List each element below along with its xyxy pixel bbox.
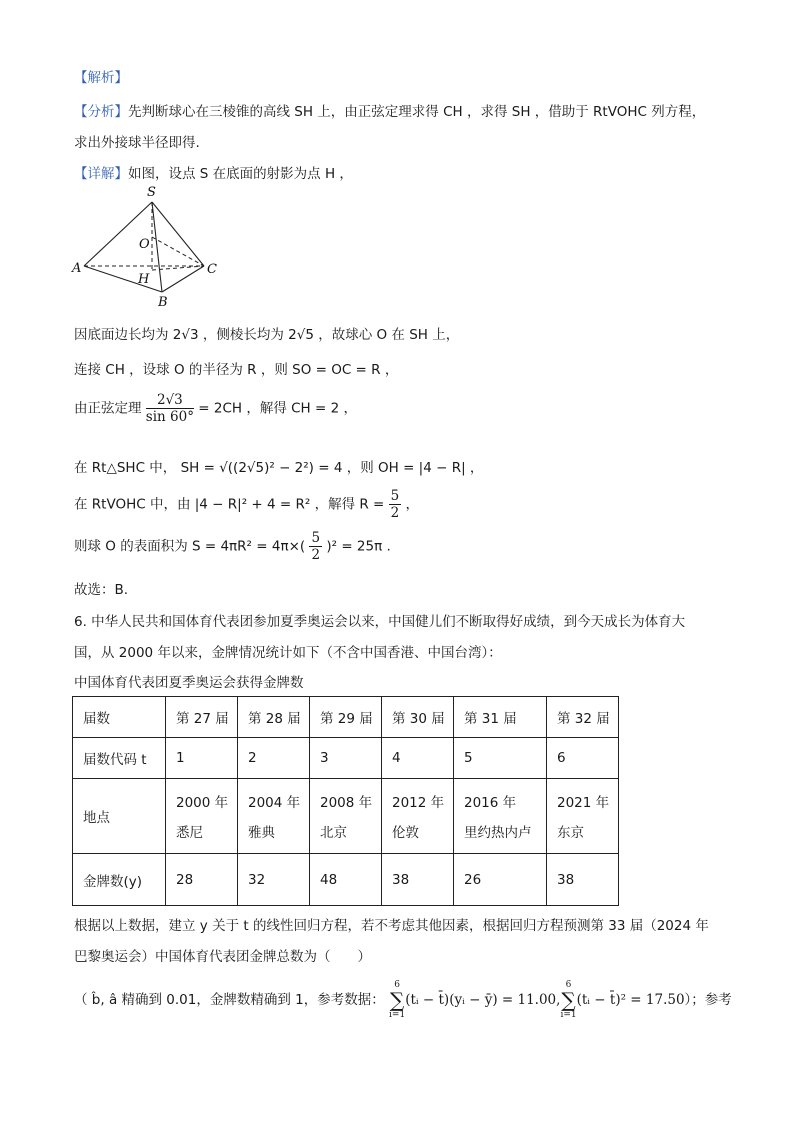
q6-line-2: 国，从 2000 年以来，金牌情况统计如下（不含中国香港、中国台湾）： <box>74 645 502 661</box>
label-O: O <box>139 237 150 252</box>
fraction-numerator: 2√3 <box>146 392 194 409</box>
cell-year: 2008 年 <box>320 795 373 811</box>
label-H: H <box>138 272 150 287</box>
row-header-location: 地点 <box>73 779 166 854</box>
cell-city: 悉尼 <box>176 825 203 841</box>
fraction-area <box>309 530 322 563</box>
table-cell: 38 <box>382 854 454 906</box>
step-3 <box>74 392 357 425</box>
table-cell: 第 27 届 <box>166 697 238 738</box>
cell-year: 2012 年 <box>392 795 445 811</box>
table-cell: 26 <box>454 854 547 906</box>
detail-text: 如图，设点 S 在底面的射影为点 H ， <box>128 166 353 182</box>
table-cell: 1 <box>166 738 238 779</box>
table-cell: 2 <box>238 738 310 779</box>
row-header-code: 届数代码 t <box>73 738 166 779</box>
cell-city: 伦敦 <box>392 825 419 841</box>
step-5 <box>74 488 419 521</box>
answer-line: 故选：B. <box>74 582 129 598</box>
table-cell: 6 <box>547 738 619 779</box>
sum-lower: i=1 <box>389 1010 406 1020</box>
reference-data-line <box>74 980 732 1020</box>
label-B: B <box>158 295 168 310</box>
cell-city: 北京 <box>320 825 347 841</box>
analysis-label: 【分析】 <box>74 104 128 120</box>
table-row <box>73 779 619 854</box>
sum-upper: 6 <box>565 980 572 990</box>
label-A: A <box>72 261 82 276</box>
label-C: C <box>207 262 217 277</box>
table-cell <box>166 779 238 854</box>
detail-label: 【详解】 <box>74 166 128 182</box>
table-cell: 38 <box>547 854 619 906</box>
reference-sum-2: (tᵢ − t̄)² = 17.50 <box>576 992 685 1008</box>
step-3-suffix: = 2CH ，解得 CH = 2 ， <box>198 400 357 417</box>
table-cell: 4 <box>382 738 454 779</box>
table-cell: 第 32 届 <box>547 697 619 738</box>
cell-year: 2000 年 <box>176 795 229 811</box>
table-cell <box>454 779 547 854</box>
table-cell: 第 28 届 <box>238 697 310 738</box>
detail-line <box>74 162 353 182</box>
fraction-denominator: 2 <box>390 505 400 521</box>
table-row <box>73 697 619 738</box>
fraction-denominator: sin 60° <box>145 409 194 425</box>
fraction-numerator: 5 <box>390 488 400 504</box>
step-4: 在 Rt△SHC 中， SH = √((2√5)² − 2²) = 4 ，则 OH = |4 − R| ， <box>74 460 484 476</box>
table-cell: 48 <box>310 854 382 906</box>
step-5-suffix: ， <box>405 496 420 513</box>
sum-upper: 6 <box>394 980 400 990</box>
analysis-line-1 <box>74 100 705 120</box>
step-6-suffix: )² = 25π . <box>326 538 391 555</box>
reference-suffix: ）；参考 <box>684 992 732 1008</box>
q6-after-line-1: 根据以上数据，建立 y 关于 t 的线性回归方程，若不考虑其他因素，根据回归方程预测第 33 届（2024 年 <box>74 918 709 934</box>
summation-symbol: 6 ∑ i=1 <box>560 980 577 1020</box>
row-header-session: 届数 <box>73 697 166 738</box>
segment-OC <box>152 237 204 266</box>
cell-year: 2021 年 <box>557 795 610 811</box>
table-cell: 3 <box>310 738 382 779</box>
step-2: 连接 CH ，设球 O 的半径为 R ，则 SO = OC = R ， <box>74 362 399 378</box>
reference-prefix: （ b̂, â 精确到 0.01，金牌数精确到 1，参考数据： <box>74 992 385 1008</box>
edge-BC <box>162 266 204 292</box>
table-title: 中国体育代表团夏季奥运会获得金牌数 <box>74 675 304 691</box>
table-cell: 第 31 届 <box>454 697 547 738</box>
fraction-numerator: 5 <box>311 530 321 546</box>
table-cell <box>310 779 382 854</box>
edge-AB <box>84 266 162 292</box>
analysis-text: 先判断球心在三棱锥的高线 SH 上，由正弦定理求得 CH ，求得 SH ，借助于 RtVOHC 列方程， <box>128 104 706 120</box>
table-cell: 第 30 届 <box>382 697 454 738</box>
medal-table <box>72 696 619 906</box>
step-6 <box>74 530 391 563</box>
table-row <box>73 738 619 779</box>
cell-city: 里约热内卢 <box>464 825 532 841</box>
edge-SA <box>84 202 152 266</box>
q6-after-line-2: 巴黎奥运会）中国体育代表团金牌总数为（ ） <box>74 949 371 965</box>
fraction-radius <box>389 488 402 521</box>
table-cell <box>547 779 619 854</box>
pyramid-figure <box>70 182 230 312</box>
table-cell: 28 <box>166 854 238 906</box>
row-header-medals: 金牌数(y) <box>73 854 166 906</box>
label-S: S <box>147 185 156 200</box>
step-1: 因底面边长均为 2√3 ，侧棱长均为 2√5 ，故球心 O 在 SH 上， <box>74 327 460 343</box>
table-cell: 32 <box>238 854 310 906</box>
step-6-prefix: 则球 O 的表面积为 S = 4πR² = 4π×( <box>74 538 306 555</box>
table-cell <box>382 779 454 854</box>
analysis-line-2: 求出外接球半径即得. <box>74 135 200 151</box>
fraction-sine-law <box>146 392 194 425</box>
summation-symbol: 6 ∑ i=1 <box>389 980 406 1020</box>
cell-year: 2004 年 <box>248 795 301 811</box>
table-cell: 5 <box>454 738 547 779</box>
table-cell <box>238 779 310 854</box>
fraction-denominator: 2 <box>311 547 321 563</box>
cell-year: 2016 年 <box>464 795 517 811</box>
edge-SB <box>152 202 162 292</box>
table-cell: 第 29 届 <box>310 697 382 738</box>
q6-line-1: 6. 中华人民共和国体育代表团参加夏季奥运会以来，中国健儿们不断取得好成绩，到今天成长为体育大 <box>74 614 686 630</box>
cell-city: 东京 <box>557 825 584 841</box>
sum-lower: i=1 <box>560 1010 577 1020</box>
edge-SC <box>152 202 204 266</box>
cell-city: 雅典 <box>248 825 275 841</box>
step-5-prefix: 在 RtVOHC 中，由 |4 − R|² + 4 = R² ，解得 R = <box>74 496 385 513</box>
reference-sum-1: (tᵢ − t̄)(yᵢ − ȳ) = 11.00, <box>405 992 561 1008</box>
solution-heading: 【解析】 <box>74 70 128 86</box>
table-row <box>73 854 619 906</box>
step-3-prefix: 由正弦定理 <box>74 400 142 417</box>
